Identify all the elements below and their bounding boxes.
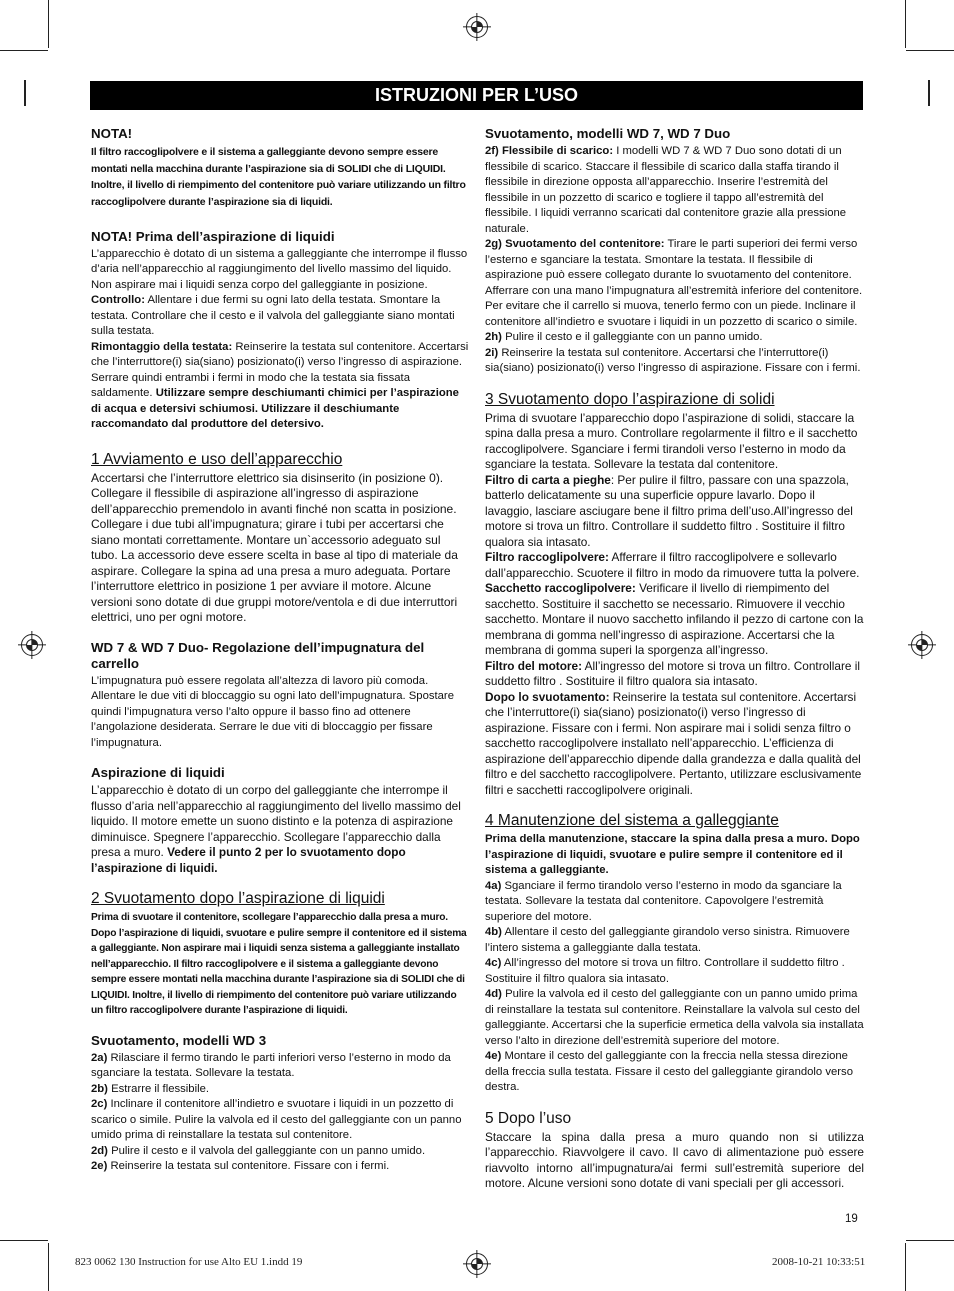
list-item: [485, 550, 864, 581]
crop-mark: [0, 1240, 48, 1241]
item-text: Reinserire la testata sul contenitore. Accertarsi che l’interruttore(i) sia(siano) posizionato(i) verso l’ingresso di aspirazione. Fissare con i fermi. Non aspirare mai i solidi senza filtro o sacchetto raccoglipolvere installato nell’apparecchio. L’efficienza di aspirazione dell’apparecchio dipende dalla grandezza e dalla qualità del filtro e del sacchetto raccoglipolvere. Pertanto, utilizzare esclusivamente filtri e sacchetti raccoglipolvere originali.: [485, 689, 862, 797]
registration-mark-icon: [21, 634, 43, 656]
step-key: 4b): [485, 926, 502, 938]
list-item: [485, 879, 864, 926]
controllo-paragraph: [91, 293, 469, 340]
item-key: Sacchetto raccoglipolvere:: [485, 581, 636, 595]
section-2-title: 2 Svuotamento dopo l’aspirazione di liquidi: [91, 890, 385, 908]
list-item: [485, 925, 864, 956]
step-key: 4c): [485, 957, 502, 969]
section-5-title: 5 Dopo l’uso: [485, 1109, 572, 1127]
step-text: Pulire il cesto e il galleggiante con un panno umido.: [501, 331, 763, 343]
aspirazione-title: Aspirazione di liquidi: [91, 765, 225, 781]
list-item: [485, 581, 864, 659]
rimontaggio-paragraph: [91, 340, 469, 433]
step-key: 2d): [91, 1144, 108, 1157]
wd7-title: Svuotamento, modelli WD 7, WD 7 Duo: [485, 126, 731, 141]
footer-file: 823 0062 130 Instruction for use Alto EU 1.indd 19: [75, 1256, 303, 1268]
crop-mark: [928, 80, 930, 106]
section-4-title: 4 Manutenzione del sistema a galleggiante: [485, 812, 779, 829]
nota2-title: NOTA! Prima dell’aspirazione di liquidi: [91, 228, 335, 244]
list-item: [485, 1049, 864, 1096]
crop-mark: [905, 0, 906, 48]
item-text: : Per pulire il filtro, passare con una spazzola, batterlo delicatamente su una superficie oppure lavarlo. Dopo il lavaggio, lasciare asciugare bene il filtro prima dell’uso.All’ingresso del motore si trova un filtro. Controllare il suddetto filtro . Sostituire il filtro qualora sia intasato.: [485, 472, 853, 549]
section-1-title: 1 Avviamento e uso dell’apparecchio: [91, 450, 343, 468]
footer-datetime: 2008-10-21 10:33:51: [772, 1256, 866, 1268]
rimontaggio-bold: Utilizzare sempre deschiumanti chimici per l’aspirazione di acqua e detersivi schiumosi. Utilizzare il deschiumante raccomandato dal produttore del detersivo.: [91, 387, 459, 431]
step-text: Inclinare il contenitore all’indietro e svuotare i liquidi in un pozzetto di scarico o simile. Pulire la valvola ed il cesto del galleggiante con un panno umido prima di reinstallare la testata sul contenitore.: [91, 1098, 462, 1142]
list-item: [485, 473, 864, 551]
item-key: Filtro di carta a pieghe: [485, 472, 611, 487]
step-text: Montare il cesto del galleggiante con la freccia nella stessa direzione della freccia sulla testata. Fissare il cesto del galleggiante girandolo verso destra.: [485, 1050, 853, 1093]
wd7-steps: [485, 144, 864, 377]
step-key: 2b): [91, 1082, 108, 1095]
step-text: Reinserire la testata sul contenitore. Fissare con i fermi.: [107, 1160, 390, 1173]
section-3-items: [485, 473, 864, 799]
step-key: 4d): [485, 988, 502, 1000]
aspirazione-paragraph: [91, 783, 469, 876]
list-item: [91, 1097, 469, 1144]
aspirazione-text: L’apparecchio è dotato di un corpo del galleggiante che interrompe il flusso d’aria nell’apparecchio al raggiungimento del livello massimo del liquido. Il motore emette un suono distinto e la potenza di aspirazione diminuisce. Spegnere l’apparecchio. Scollegare l’apparecchio dalla presa a muro.: [91, 783, 461, 860]
step-key: 2a): [91, 1051, 108, 1064]
list-item: [485, 956, 864, 987]
step-key: 2f) Flessibile di scarico:: [485, 145, 614, 157]
section-4-steps: [485, 879, 864, 1096]
step-key: 4e): [485, 1050, 502, 1062]
section-5-text: Staccare la spina dalla presa a muro quando non si utilizza l’apparecchio. Riavvolgere il cavo. Il cavo di alimentazione può essere riavvolto intorno all’impugnatura/ai fermi sull’estremità superiore del motore. Alcune versioni sono dotate di vani speciali per gli accessori.: [485, 1129, 864, 1190]
wd3-steps: [91, 1051, 469, 1175]
step-text: Allentare il cesto del galleggiante girandolo verso sinistra. Rimuovere l’intero sistema a galleggiante dalla testata.: [485, 926, 850, 954]
registration-mark-icon: [466, 16, 488, 38]
section-2-bold: Prima di svuotare il contenitore, scollegare l’apparecchio dalla presa a muro. Dopo l’aspirazione di liquidi, svuotare e pulire sempre il contenitore ed il sistema a galleggiante. Non aspirare mai i liquidi senza sistema a galleggiante installato nell’apparecchio. Il filtro raccoglipolvere e il sistema a galleggiante devono sempre essere montati nella macchina durante l’aspirazione sia di SOLIDI che di LIQUIDI. Inoltre, il livello di riempimento del contenitore può variare utilizzando un filtro raccoglipolvere durante l’aspirazione di liquidi.: [91, 912, 467, 1017]
step-text: Estrarre il flessibile.: [107, 1082, 210, 1095]
section-4-bold: Prima della manutenzione, staccare la spina dalla presa a muro. Dopo l’aspirazione di liquidi, svuotare e pulire sempre il contenitore ed il sistema a galleggiante.: [485, 833, 860, 876]
item-text: Afferrare il filtro raccoglipolvere e sollevarlo dall’apparecchio. Scuotere il filtro in modo da rimuovere tutta la polvere.: [485, 550, 860, 580]
list-item: [91, 1082, 469, 1098]
left-column: [91, 126, 469, 1175]
item-text: Verificare il livello di riempimento del sacchetto. Sostituire il sacchetto se necessario. Rimuovere il vecchio sacchetto. Montare il nuovo sacchetto infilando il pezzo di cartone con la membrana di gomma nell’ingresso di aspirazione. Accertarsi che la membrana di gomma superi la sporgenza all’ingresso.: [485, 581, 864, 657]
registration-mark-icon: [911, 634, 933, 656]
aspirazione-bold: Vedere il punto 2 per lo svuotamento dopo l’aspirazione di liquidi.: [91, 845, 406, 875]
item-key: Filtro del motore:: [485, 658, 582, 673]
step-text: Pulire il cesto e il valvola del galleggiante con un panno umido.: [107, 1144, 426, 1157]
list-item: [91, 1159, 469, 1175]
crop-mark: [906, 1240, 954, 1241]
section-3-title: 3 Svuotamento dopo l’aspirazione di solidi: [485, 390, 775, 408]
nota2-text: L’apparecchio è dotato di un sistema a galleggiante che interrompe il flusso d’aria nell’apparecchio al raggiungimento del livello massimo del liquido. Non aspirare mai i liquidi senza corpo del galleggiante in posizione.: [91, 247, 468, 291]
step-text: Sganciare il fermo tirandolo verso l’esterno in modo da sganciare la testata. Sollevare la testata dal contenitore. Capovolgere l’estremità superiore del motore.: [485, 879, 842, 923]
step-text: Rilasciare il fermo tirando le parti inferiori verso l’esterno in modo da sganciare la testata. Sollevare la testata.: [91, 1051, 451, 1080]
wd7-handle-text: L’impugnatura può essere regolata all’altezza di lavoro più comoda. Allentare le due viti di bloccaggio su ogni lato dell’impugnatura. Spostare quindi l’impugnatura verso l’alto oppure il basso fino ad ottenere l’angolazione desiderata. Serrare le due viti di bloccaggio per fissare l’impugnatura.: [91, 674, 454, 749]
step-text: Reinserire la testata sul contenitore. Accertarsi che l’interruttore(i) sia(siano) posizionato(i) verso l’ingresso di aspirazione. Fissare con i fermi.: [485, 346, 861, 374]
wd3-title: Svuotamento, modelli WD 3: [91, 1032, 267, 1048]
section-3-intro: Prima di svuotare l’apparecchio dopo l’aspirazione di solidi, staccare la spina dalla presa a muro. Controllare regolarmente il filtro e il sacchetto raccoglipolvere. Sganciare i fermi tirandoli verso l’esterno in modo da sganciare la testata. Sollevare la testata dal contenitore.: [485, 410, 858, 471]
list-item: [485, 690, 864, 799]
nota-title: NOTA!: [91, 126, 133, 141]
list-item: [485, 987, 864, 1049]
list-item: [91, 1144, 469, 1160]
list-item: [485, 330, 864, 346]
step-key: 4a): [485, 879, 502, 892]
step-key: 2h): [485, 331, 502, 343]
step-key: 2i): [485, 346, 499, 359]
crop-mark: [48, 0, 49, 48]
controllo-text: Allentare i due fermi su ogni lato della testata. Smontare la testata. Controllare che il cesto e il valvola del galleggiante siano montati sulla testata.: [91, 294, 455, 338]
step-text: All’ingresso del motore si trova un filtro. Controllare il suddetto filtro . Sostituire il filtro qualora sia intasato.: [485, 957, 845, 985]
step-key: 2e): [91, 1160, 108, 1173]
crop-mark: [48, 1243, 49, 1291]
crop-mark: [0, 50, 48, 51]
rimontaggio-label: Rimontaggio della testata:: [91, 340, 233, 353]
section-1-text: Accertarsi che l’interruttore elettrico sia disinserito (in posizione 0). Collegare il flessibile di aspirazione all’ingresso di aspirazione dell’apparecchio premendolo in avanti finché non scatta in posizione. Collegare i due tubi all’impugnatura; girare i tubi per accertarsi che siano montati correttamente. Montare un`accessorio adeguato sul tubo. La accessorio deve essere scelta in base al tipo di materiale da aspirare. Collegare la spina ad una presa a muro adeguata. Portare l’interruttore elettrico in posizione 1 per avviare il motore. Alcune versioni sono dotate di due gruppi motore/ventola e di due interruttori elettrici, uno per ogni motore.: [91, 470, 458, 625]
step-key: 2g) Svuotamento del contenitore:: [485, 238, 665, 250]
registration-mark-icon: [466, 1253, 488, 1275]
item-text: All’ingresso del motore si trova un filtro. Controllare il suddetto filtro . Sostituire il filtro qualora sia intasato.: [485, 658, 860, 688]
step-text: I modelli WD 7 & WD 7 Duo sono dotati di un flessibile di scarico. Staccare il flessibile di scarico dalla staffa tirando il flessibile in direzione opposta all’apparecchio. Inserire l’estremità del flessibile in un pozzetto di scarico e togliere il tappo all’estremità del flessibile. I liquidi verranno scaricati dal contenitore grazie alla pressione naturale.: [485, 145, 847, 235]
list-item: [91, 1051, 469, 1082]
rimontaggio-text: Reinserire la testata sul contenitore. Accertarsi che l’interruttore(i) sia(siano) posizionato(i) verso l’ingresso di aspirazione. Serrare quindi entrambi i fermi in modo che la testata sia fissata saldamente.: [91, 340, 469, 400]
item-key: Filtro raccoglipolvere:: [485, 550, 609, 564]
wd7-handle-title: WD 7 & WD 7 Duo- Regolazione dell’impugnatura del carrello: [91, 639, 425, 671]
list-item: [485, 659, 864, 690]
item-key: Dopo lo svuotamento:: [485, 689, 610, 704]
step-key: 2c): [91, 1098, 108, 1111]
crop-mark: [24, 80, 26, 106]
controllo-label: Controllo:: [91, 294, 145, 307]
nota-text: Il filtro raccoglipolvere e il sistema a galleggiante devono sempre essere montati nella macchina durante l’aspirazione sia di SOLIDI che di LIQUIDI. Inoltre, il livello di riempimento del contenitore può variare utilizzando un filtro raccoglipolvere durante l’aspirazione sia di liquidi.: [91, 146, 466, 209]
list-item: [485, 346, 864, 377]
step-text: Tirare le parti superiori dei fermi verso l’esterno e sganciare la testata. Smontare la testata. Il flessibile di aspirazione può essere collegato durante lo svuotamento del contenitore. Afferrare con una mano l’impugnatura all’estremità inferiore del contenitore. Per evitare che il carrello si muova, tenerlo fermo con un piede. Inclinare il contenitore all’indietro e svuotare i liquidi in un pozzetto di scarico o simile.: [485, 238, 863, 328]
crop-mark: [906, 50, 954, 51]
page-number: 19: [845, 1213, 858, 1225]
list-item: [485, 237, 864, 330]
right-column: [485, 126, 864, 1192]
list-item: [485, 144, 864, 237]
step-text: Pulire la valvola ed il cesto del galleggiante con un panno umido prima di reinstallare la testata sul contenitore. Reinstallare la valvola sul cesto del galleggiante. Accertarsi che la superficie ermetica della valvola sia installata verso l’alto in direzione dell’estremità superiore del motore.: [485, 988, 864, 1047]
page-title: ISTRUZIONI PER L’USO: [90, 81, 863, 110]
crop-mark: [905, 1243, 906, 1291]
